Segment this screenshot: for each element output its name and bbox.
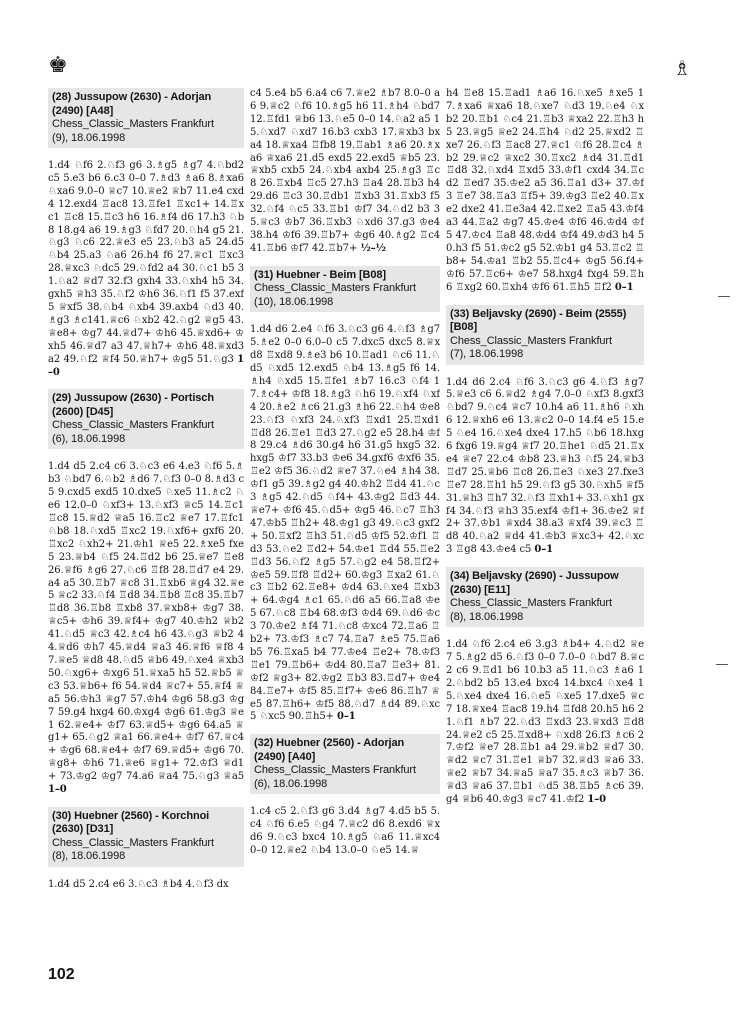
- column-3: [446, 88, 644, 968]
- game-moves: [250, 806, 440, 858]
- game-moves: [48, 879, 244, 892]
- bishop-icon: ♗: [673, 56, 691, 80]
- game-event: Chess_Classic_Masters Frankfurt: [52, 836, 214, 849]
- game-header: [446, 567, 644, 627]
- game-34: [446, 567, 644, 807]
- game-moves: [250, 88, 440, 256]
- game-event: Chess_Classic_Masters Frankfurt: [254, 282, 416, 295]
- game-header: [250, 266, 440, 313]
- game-result: 1–0: [48, 784, 67, 796]
- column-1: [48, 88, 244, 968]
- game-title: (28) Jussupow (2630) - Adorjan (2490) [A48]: [52, 91, 212, 117]
- game-round: (10), 18.06.1998: [254, 295, 334, 308]
- moves-text: 1.d4 d6 2.c4 ♘f6 3.♘c3 g6 4.♘f3 ♗g7 5.♕e3 c6 6.♕d2 ♗g4 7.0–0 ♘xf3 8.gxf3 ♘bd7 9.♘c4 ♕c7 10.h4 a6 11.♗h6 ♘xh6 12.♕xh6 e6 13.♕c2 0–0 14.f4 e5 15.e5 ♘e4 16.♘xe4 dxe4 17.h5 ♘b6 18.hxg6 fxg6 19.♕g4 ♕f7 20.♖he1 ♘d5 21.♖xe4 ♕e7 22.c4 ♔b8 23.♕h3 ♘f5 24.♕b3 ♖d7 25.♕b6 ♖c8 26.♖e3 ♘xe3 27.fxe3 ♖e7 28.♖h1 h5 29.♘f3 g5 30.♘xh5 ♕f5 31.♕h3 ♖h7 32.♘f3 ♖xh1+ 33.♘xh1 gxf4 34.♘f3 ♕h3 35.exf4 ♔f1+ 36.♔e2 ♕f2+ 37.♔b1 ♕xd4 38.a3 ♕xf4 39.♕c3 ♖d8 40.♘a2 ♕d4 41.♔b3 ♕xc3+ 42.♘xc3 ♖g8 43.♔e4 c5: [446, 376, 644, 556]
- game-event: Chess_Classic_Masters Frankfurt: [450, 597, 612, 610]
- game-30-continued: [250, 88, 440, 256]
- game-result: ½–½: [360, 242, 386, 254]
- game-moves: [446, 377, 644, 558]
- game-title: (33) Beljavsky (2690) - Beim (2555) [B08]: [450, 307, 627, 333]
- game-round: (6), 18.06.1998: [52, 432, 126, 445]
- game-32: [250, 734, 440, 858]
- game-title: (32) Huebner (2560) - Adorjan (2490) [A40]: [254, 737, 405, 763]
- game-event: Chess_Classic_Masters Frankfurt: [450, 334, 612, 347]
- game-moves: [250, 324, 440, 724]
- margin-mark: [718, 296, 730, 297]
- game-header: [446, 305, 644, 365]
- game-round: (8), 18.06.1998: [52, 850, 126, 863]
- game-result: 1–0: [48, 353, 244, 378]
- game-round: (6), 18.06.1998: [254, 777, 328, 790]
- game-result: 0–1: [337, 711, 356, 723]
- game-round: (7), 18.06.1998: [450, 348, 524, 360]
- moves-text: 1.d4 d5 2.c4 e6 3.♘c3 ♗b4 4.♘f3 dx: [48, 878, 229, 890]
- moves-text: 1.d4 d5 2.c4 c6 3.♘c3 e6 4.e3 ♘f6 5.♗b3 ♘bd7 6.♘b2 ♗d6 7.♘f3 0–0 8.♗d3 c5 9.cxd5 exd5 10.dxe5 ♘xe5 11.♗c2 ♘e6 12.0–0 ♘xf3+ 13.♘xf3 ♕c5 14.♖c1 ♖c8 15.♕d2 ♕a5 16.♖c2 ♕e7 17.♖fc1 ♘b8 18.♘xd5 ♖xc2 19.♘xf6+ gxf6 20.♖xc2 ♘xh2+ 21.♔h1 ♕e5 22.♗xe5 fxe5 23.♕b4 ♘f5 24.♖d2 b6 25.♕e7 ♖e8 26.♕f6 ♗g6 27.♘c6 ♖f8 28.♖d7 e4 29.a4 a5 30.♖b7 ♕c8 31.♖xb6 ♕g4 32.♕e5 ♕c2 33.♘f4 ♖d8 34.♖b8 ♖c8 35.♖b7 ♖d8 36.♖b8 ♖xb8 37.♕xb8+ ♔g7 38.♕c5+ ♔h6 39.♕f4+ ♔g7 40.♔h2 ♕b2 41.♘d5 ♕c3 42.♗c4 h6 43.♘g3 ♕b2 44.♕d6 ♔h7 45.♕d4 ♕a3 46.♕f6 ♕f8 47.♕e5 ♕d8 48.♘d5 ♕b6 49.♘xe4 ♕xb3 50.♘xg6+ ♔xg6 51.♕xa5 h5 52.♕b5 ♕c3 53.♕b6+ f6 54.♕d4 ♕c7+ 55.♕f4 ♕a5 56.♔h3 ♕g7 57.♔h4 ♔g6 58.g3 ♔g7 59.g4 hxg4 60.♔xg4 ♔g6 61.♔g3 ♕e1 62.♕e4+ ♔f7 63.♕d5+ ♔g6 64.a5 ♕g1+ 65.♘g2 ♕a1 66.♕e4+ ♔f7 67.♕c4+ ♔g6 68.♕e4+ ♔f7 69.♕d5+ ♔g6 70.♕g8+ ♔h6 71.♕e6 ♕g1+ 72.♔f3 ♕d1+ 73.♔g2 ♔g7 74.a6 ♕a4 75.♘g3 ♕a5: [48, 461, 244, 783]
- game-29: [48, 389, 244, 797]
- game-result: 0–1: [614, 281, 634, 293]
- game-event: Chess_Classic_Masters Frankfurt: [254, 764, 416, 777]
- game-title: (31) Huebner - Beim [B08]: [254, 268, 386, 281]
- game-header: [250, 734, 440, 794]
- moves-text: 1.c4 c5 2.♘f3 g6 3.d4 ♗g7 4.d5 b5 5.c4 ♘f6 6.e5 ♘g4 7.♕c2 d6 8.exd6 ♕xd6 9.♘c3 bxc4 10.♗g5 ♘a6 11.♕xc4 0–0 12.♕e2 ♘b4 13.0–0 ♘e5 14.♕: [250, 806, 440, 857]
- game-28: [48, 88, 244, 379]
- game-round: (8), 18.06.1998: [450, 610, 524, 623]
- game-event: Chess_Classic_Masters Frankfurt: [52, 419, 214, 432]
- page-number: 102: [48, 966, 75, 983]
- moves-text: h4 ♖e8 15.♖ad1 ♗a6 16.♘xe5 ♗xe5 17.♗xa6 ♕xa6 18.♘xe7 ♘d3 19.♘e4 ♘xb2 20.♖b1 ♘c4 21.♖b3 ♕xa2 22.♖h3 h5 23.♕g5 ♕e2 24.♖h4 ♘d2 25.♕xd2 ♖xe7 26.♘f3 ♖ac8 27.♕c1 ♘f6 28.♖c4 ♗b2 29.♕c2 ♕xc2 30.♖xc2 ♗d4 31.♖d1 ♖d8 32.♘xd4 ♖xd5 33.♔f1 cxd4 34.♖cd2 ♖ed7 35.♔e2 a5 36.♖a1 d3+ 37.♔f3 ♖e7 38.♖a3 ♖f5+ 39.♔g3 ♖e2 40.♖xe2 dxe2 41.♖e3a4 42.♖xe2 ♖a5 43.♔f4 a3 44.♖a2 ♔g7 45.♔e4 ♔f6 46.♔d4 ♔f5 47.♔c4 ♖a8 48.♔d4 ♔f4 49.♔d3 h4 50.h3 f5 51.♔c2 g5 52.♔b1 g4 53.♖c2 ♖b8+ 54.♔a1 ♖b2 55.♖c4+ ♔g5 56.f4+ ♔f6 57.♖c6+ ♔e7 58.hxg4 fxg4 59.♖h6 ♖xg2 60.♖xh4 ♔f6 61.♖h5 ♖f2: [446, 88, 644, 293]
- moves-text: 1.d4 ♘f6 2.c4 e6 3.g3 ♗b4+ 4.♘d2 ♕e7 5.♗g2 d5 6.♘f3 0–0 7.0–0 ♘bd7 8.♕c2 c6 9.♖d1 b6 10.b3 a5 11.♘c3 ♗a6 12.♘bd2 b5 13.e4 bxc4 14.bxc4 ♘xe4 15.♘xe4 dxe4 16.♘e5 ♘xe5 17.dxe5 ♕c7 18.♕xe4 ♖ac8 19.h4 ♖fd8 20.h5 h6 21.♘f1 ♗b7 22.♘d3 ♖xd3 23.♕xd3 ♖d8 24.♕e2 c5 25.♖xd8+ ♘xd8 26.f3 ♗c6 27.♔f2 ♕e7 28.♖b1 a4 29.♕b2 ♕d7 30.♕d2 ♕c7 31.♖e1 ♕b7 32.♕d3 ♕a6 33.♕e2 ♕b7 34.♕a5 ♕a7 35.♗c3 ♕b7 36.♕d3 ♕a6 37.♖b1 ♘d5 38.♖b5 ♗c6 39.g4 ♕b6 40.♔g3 ♕c7 41.♔f2: [446, 639, 644, 806]
- game-header: [48, 807, 244, 867]
- game-header: [48, 88, 244, 148]
- game-header: [48, 389, 244, 449]
- game-30: [48, 807, 244, 892]
- game-title: (34) Beljavsky (2690) - Jussupow (2630) [E11]: [450, 570, 619, 596]
- moves-text: c4 5.e4 b5 6.a4 c6 7.♕e2 ♗b7 8.0–0 a6 9.♕c2 ♘f6 10.♗g5 h6 11.♗h4 ♘bd7 12.♖fd1 ♕b6 13.♘e5 0–0 14.♘a2 a5 15.♘xd7 ♘xd7 16.b3 cxb3 17.♕xb3 bxa4 18.♕xa4 ♖fb8 19.♖ab1 ♗a6 20.♗xa6 ♕xa6 21.d5 exd5 22.exd5 ♕b5 23.♕xb5 cxb5 24.♘xb4 axb4 25.♗g3 ♖c8 26.♖xb4 ♖c5 27.h3 ♖a4 28.♖b3 h4 29.d6 ♖c3 30.♖db1 ♖xb3 31.♖xb3 f5 32.♘f4 ♘c5 33.♖b1 ♔f7 34.♘d2 b3 35.♕c3 ♔b7 36.♖xb3 ♘xd6 37.g3 ♔e4 38.h4 ♔f6 39.♖b7+ ♔g6 40.♗g2 ♖c4 41.♖b6 ♔f7 42.♖b7+: [250, 88, 440, 254]
- game-result: 1–0: [587, 794, 607, 806]
- moves-text: 1.d4 d6 2.e4 ♘f6 3.♘c3 g6 4.♘f3 ♗g7 5.♗e2 0–0 6.0–0 c5 7.dxc5 dxc5 8.♕xd8 ♖xd8 9.♗e3 b6 10.♖ad1 ♘c6 11.♘d5 ♘xd5 12.exd5 ♘b4 13.♗g5 f6 14.♗h4 ♘xd5 15.♖fe1 ♗b7 16.c3 ♘f4 17.♗c4+ ♔f8 18.♗g3 ♘h6 19.♘xf4 ♘xf4 20.♗e2 ♗c6 21.g3 ♗h6 22.♘h4 ♔e8 23.♘f3 ♘xf3 24.♘xf3 ♖xd1 25.♖xd1 ♖d8 26.♖e1 ♖d3 27.♘g2 e5 28.h4 ♔f8 29.c4 ♗d6 30.g4 h6 31.g5 hxg5 32.hxg5 ♔f7 33.b3 ♔e6 34.gxf6 ♔xf6 35.♖e2 ♔f5 36.♘d2 ♕e7 37.♘e4 ♗h4 38.♔f1 g5 39.♗g2 g4 40.♔h2 ♖d4 41.♘c3 ♗g5 42.♘d5 ♘f4+ 43.♔g2 ♖d3 44.♕e7+ ♔f6 45.♘d5+ ♔g5 46.♘c7 ♖h3 47.♔b5 ♖h2+ 48.♔g1 g3 49.♘c3 gxf2+ 50.♖xf2 ♖h3 51.♘d5 ♔f5 52.♔f1 ♖d3 53.♘e2 ♖d2+ 54.♔e1 ♖d4 55.♖e2 ♖d3 56.♘f2 ♗g5 57.♘g2 e4 58.♖f2+ ♔e5 59.♖f8 ♖d2+ 60.♔g3 ♖xa2 61.♘c3 ♖b2 62.♖e8+ ♔d4 63.♘xe4 ♖xb3+ 64.♔g4 ♗c1 65.♘d6 a5 66.♖a8 ♔e5 67.♘c8 ♖b4 68.♔f3 ♔d4 69.♘d6 ♔c3 70.♔e2 ♗f4 71.♘c8 ♔xc4 72.♖a6 ♖b2+ 73.♔f3 ♗c7 74.♖a7 ♗e5 75.♖a6 b5 76.♖xa5 b4 77.♔e4 ♖e2+ 78.♔f3 ♖e1 79.♖b6+ ♔d4 80.♖a7 ♖e3+ 81.♔f2 ♕g3+ 82.♔g2 ♖b3 83.♖d7+ ♔e4 84.♖e7+ ♔f5 85.♖f7+ ♔e6 86.♖h7 ♕e5 87.♖h6+ ♔f5 88.♘d7 ♗d4 89.♘xc5 ♘xc5 90.♖h5+: [250, 324, 440, 723]
- game-title: (29) Jussupow (2630) - Portisch (2600) [D45]: [52, 392, 214, 418]
- game-result: 0–1: [534, 544, 553, 556]
- margin-mark: [716, 664, 728, 665]
- game-round: (9), 18.06.1998: [52, 131, 126, 144]
- game-title: (30) Huebner (2560) - Korchnoi (2630) [D31]: [52, 809, 210, 836]
- game-moves: [446, 639, 644, 807]
- game-31: [250, 266, 440, 725]
- game-moves: [48, 160, 244, 379]
- game-moves: [48, 461, 244, 797]
- game-32-continued: [446, 88, 644, 295]
- moves-text: 1.d4 ♘f6 2.♘f3 g6 3.♗g5 ♗g7 4.♘bd2 c5 5.e3 b6 6.c3 0–0 7.♗d3 ♗a6 8.♗xa6 ♘xa6 9.0–0 ♕c7 10.♕e2 ♕b7 11.e4 cxd4 12.exd4 ♖ac8 13.♖fe1 ♖xc1+ 14.♖xc1 ♖c8 15.♖c3 h6 16.♗f4 d6 17.h3 ♘b8 18.g4 a6 19.♗g3 ♘fd7 20.♘h4 g5 21.♘g3 ♘c6 22.♕e3 e5 23.♘b3 a5 24.d5 ♘b4 25.a3 ♘a6 26.h4 f6 27.♕c1 ♖xc3 28.♕xc3 ♘dc5 29.♘fd2 a4 30.♘c1 b5 31.♘a2 ♕d7 32.f3 gxh4 33.♘xh4 h5 34.gxh5 ♕h3 35.♘f2 ♔h6 36.♘f1 f5 37.exf5 ♕xf5 38.♘b4 ♘xb4 39.axb4 ♘d3 40.♗g3 ♗c141.♕c6 ♘xb2 42.♘g2 ♕g5 43.♕e8+ ♔g7 44.♕d7+ ♔h6 45.♕xd6+ ♔xh5 46.♕d7 a3 47.♕h7+ ♔h6 48.♕xd3 a2 49.♘f2 ♕f4 50.♕h7+ ♔g5 51.♘g3: [48, 160, 244, 365]
- column-2: [250, 88, 440, 968]
- king-icon: ♚: [48, 53, 68, 78]
- game-event: Chess_Classic_Masters Frankfurt: [52, 118, 214, 130]
- game-33: [446, 305, 644, 558]
- game-moves: [446, 88, 644, 295]
